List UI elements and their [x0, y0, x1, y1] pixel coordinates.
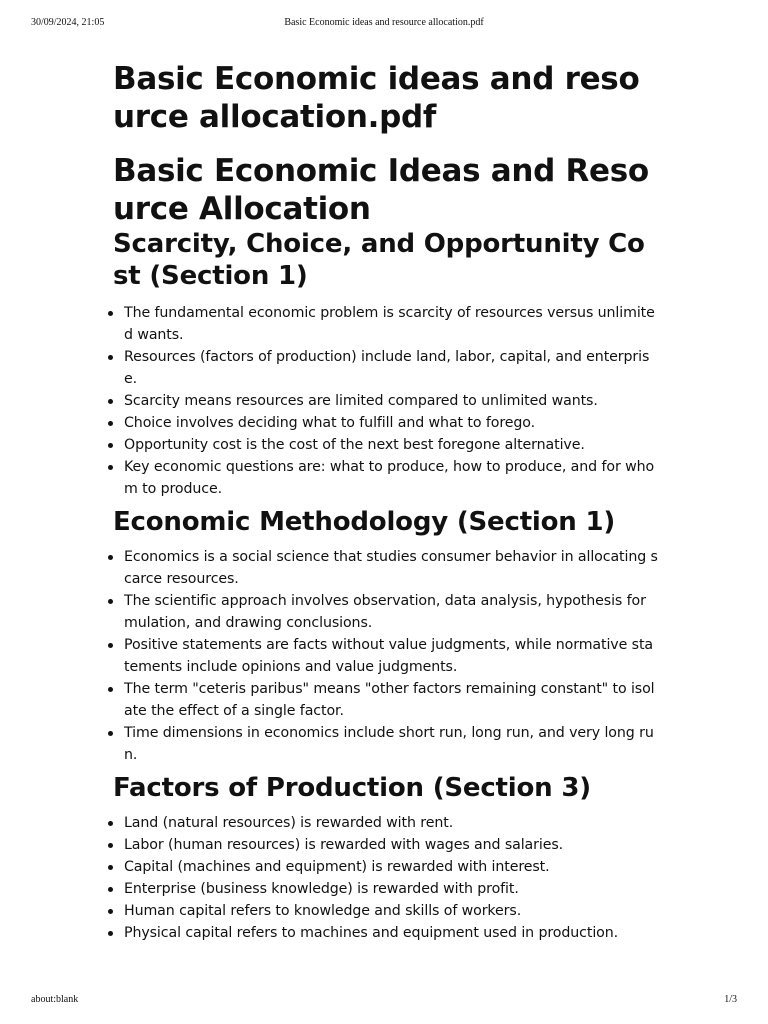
list-item: Scarcity means resources are limited compared to unlimited wants.	[124, 390, 658, 412]
list-item: Enterprise (business knowledge) is rewarded with profit.	[124, 878, 658, 900]
list-item: Physical capital refers to machines and equipment used in production.	[124, 922, 658, 944]
print-datetime: 30/09/2024, 21:05	[31, 17, 105, 28]
bullet-list	[113, 302, 658, 500]
section-heading: Economic Methodology (Section 1)	[113, 507, 616, 537]
bullet-icon	[108, 555, 113, 560]
list-item: The term "ceteris paribus" means "other factors remaining constant" to isolate the effect of a single factor.	[124, 678, 658, 722]
list-item: Opportunity cost is the cost of the next best foregone alternative.	[124, 434, 658, 456]
print-url: about:blank	[31, 994, 79, 1005]
bullet-icon	[108, 311, 113, 316]
bullet-icon	[108, 599, 113, 604]
bullet-icon	[108, 355, 113, 360]
bullet-icon	[108, 865, 113, 870]
print-page-number: 1/3	[724, 994, 737, 1005]
list-item: Positive statements are facts without value judgments, while normative statements include opinions and value judgments.	[124, 634, 658, 678]
list-item: Labor (human resources) is rewarded with wages and salaries.	[124, 834, 658, 856]
list-item: Economics is a social science that studies consumer behavior in allocating scarce resources.	[124, 546, 658, 590]
document-page	[113, 60, 658, 944]
document-file-title: Basic Economic ideas and resource allocation.pdf	[113, 61, 640, 135]
document-main-title: Basic Economic Ideas and Resource Allocation	[113, 153, 649, 227]
list-item: The scientific approach involves observation, data analysis, hypothesis formulation, and drawing conclusions.	[124, 590, 658, 634]
section-heading: Factors of Production (Section 3)	[113, 773, 591, 803]
bullet-icon	[108, 421, 113, 426]
list-item: Human capital refers to knowledge and skills of workers.	[124, 900, 658, 922]
bullet-icon	[108, 465, 113, 470]
list-item: Capital (machines and equipment) is rewarded with interest.	[124, 856, 658, 878]
bullet-icon	[108, 687, 113, 692]
list-item: The fundamental economic problem is scarcity of resources versus unlimited wants.	[124, 302, 658, 346]
print-header	[0, 17, 768, 31]
list-item: Time dimensions in economics include short run, long run, and very long run.	[124, 722, 658, 766]
print-page-title: Basic Economic ideas and resource allocation.pdf	[284, 17, 484, 28]
list-item: Choice involves deciding what to fulfill and what to forego.	[124, 412, 658, 434]
bullet-icon	[108, 821, 113, 826]
bullet-icon	[108, 843, 113, 848]
bullet-icon	[108, 931, 113, 936]
section-methodology	[113, 506, 658, 766]
bullet-icon	[108, 443, 113, 448]
bullet-icon	[108, 887, 113, 892]
print-footer	[0, 994, 768, 1008]
section-scarcity	[113, 228, 658, 500]
bullet-icon	[108, 731, 113, 736]
list-item: Land (natural resources) is rewarded with rent.	[124, 812, 658, 834]
list-item: Resources (factors of production) include land, labor, capital, and enterprise.	[124, 346, 658, 390]
bullet-icon	[108, 399, 113, 404]
bullet-icon	[108, 643, 113, 648]
list-item: Key economic questions are: what to produce, how to produce, and for whom to produce.	[124, 456, 658, 500]
bullet-list	[113, 812, 658, 944]
bullet-list	[113, 546, 658, 766]
section-heading: Scarcity, Choice, and Opportunity Cost (Section 1)	[113, 229, 645, 291]
bullet-icon	[108, 909, 113, 914]
section-factors-of-production	[113, 772, 658, 944]
